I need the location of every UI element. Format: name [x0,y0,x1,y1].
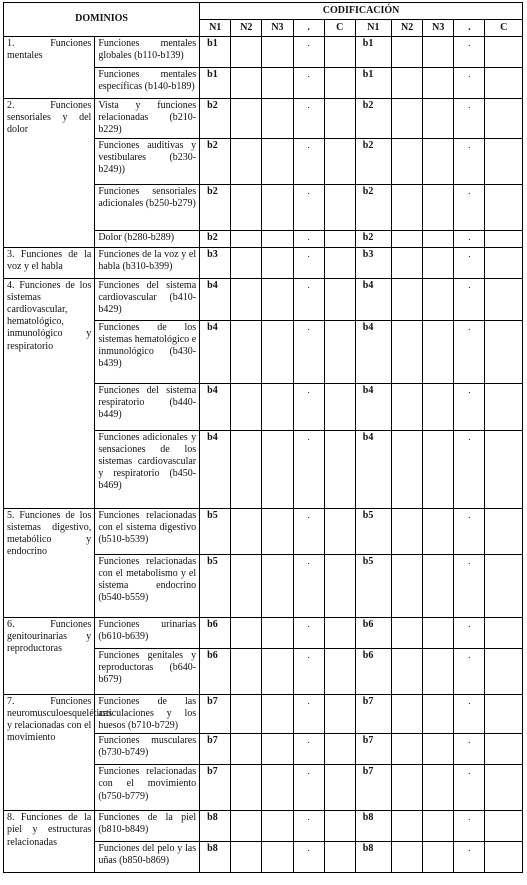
dot-cell: . [293,320,324,383]
n3-cell[interactable] [423,278,454,320]
n2-cell[interactable] [231,508,262,554]
c-cell[interactable] [485,842,523,873]
n3-cell[interactable] [423,68,454,99]
function-name: Vista y funciones relacionadas (b210-b229) [95,99,200,139]
n1-code-cell: b7 [355,734,391,765]
n1-code-cell: b7 [355,765,391,811]
dot-cell: . [454,383,485,430]
n1-code-cell: b2 [200,99,231,139]
n3-cell[interactable] [262,554,293,617]
dot-cell: . [293,99,324,139]
dot-cell: . [454,842,485,873]
c-cell[interactable] [324,278,355,320]
n2-cell[interactable] [392,811,423,842]
n1-code-cell: b2 [355,230,391,247]
n1-code-cell: b7 [355,694,391,734]
function-name: Funciones de las articulaciones y los huesos (b710-b729) [95,694,200,734]
dot-cell: . [293,430,324,508]
n2-cell[interactable] [392,138,423,184]
n2-cell[interactable] [231,68,262,99]
dot-cell: . [293,842,324,873]
c-cell[interactable] [485,37,523,68]
n2-cell[interactable] [231,648,262,694]
n3-cell[interactable] [423,734,454,765]
dot-cell: . [454,37,485,68]
function-row [4,278,523,320]
n3-cell[interactable] [262,99,293,139]
n2-cell[interactable] [392,230,423,247]
domain-name: 7. Funciones neuromusculoesqueléticas y relacionadas con el movimiento [4,694,95,811]
n1-code-cell: b2 [200,138,231,184]
n2-cell[interactable] [231,811,262,842]
n1-code-cell: b4 [200,278,231,320]
n1-code-cell: b8 [355,842,391,873]
n1-code-cell: b6 [355,617,391,648]
n3-cell[interactable] [423,138,454,184]
dot-cell: . [454,278,485,320]
col-header-n3: N3 [423,20,454,37]
n1-code-cell: b4 [355,320,391,383]
dot-cell: . [293,230,324,247]
function-name: Funciones musculares (b730-b749) [95,734,200,765]
dot-cell: . [293,138,324,184]
n3-cell[interactable] [262,734,293,765]
n1-code-cell: b8 [200,842,231,873]
dot-cell: . [454,247,485,278]
dot-cell: . [293,508,324,554]
c-cell[interactable] [324,554,355,617]
dot-cell: . [293,37,324,68]
c-cell[interactable] [485,430,523,508]
n3-cell[interactable] [262,247,293,278]
c-cell[interactable] [324,230,355,247]
n1-code-cell: b3 [200,247,231,278]
domain-name: 6. Funciones genitourinarias y reproductoras [4,617,95,694]
function-name: Funciones de los sistemas hematológico e inmunológico (b430-b439) [95,320,200,383]
dot-cell: . [454,430,485,508]
c-cell[interactable] [485,508,523,554]
n2-cell[interactable] [231,734,262,765]
c-cell[interactable] [485,811,523,842]
function-name: Funciones del sistema cardiovascular (b410-b429) [95,278,200,320]
n1-code-cell: b5 [355,554,391,617]
c-cell[interactable] [485,554,523,617]
n3-cell[interactable] [262,278,293,320]
function-row [4,617,523,648]
n2-cell[interactable] [392,734,423,765]
function-name: Funciones del pelo y las uñas (b850-b869) [95,842,200,873]
n1-code-cell: b7 [200,734,231,765]
n3-cell[interactable] [423,430,454,508]
n1-code-cell: b2 [200,230,231,247]
n3-cell[interactable] [262,648,293,694]
function-name: Funciones genitales y reproductoras (b640-b679) [95,648,200,694]
function-name: Funciones auditivas y vestibulares (b230-b249)) [95,138,200,184]
n2-cell[interactable] [231,230,262,247]
c-cell[interactable] [485,694,523,734]
n3-cell[interactable] [262,320,293,383]
c-cell[interactable] [324,383,355,430]
dot-cell: . [454,811,485,842]
n2-cell[interactable] [231,278,262,320]
c-cell[interactable] [485,734,523,765]
dot-cell: . [454,765,485,811]
n1-code-cell: b2 [200,184,231,230]
n3-cell[interactable] [262,842,293,873]
n3-cell[interactable] [262,430,293,508]
n2-cell[interactable] [392,278,423,320]
n3-cell[interactable] [423,842,454,873]
n1-code-cell: b7 [200,694,231,734]
n1-code-cell: b7 [200,765,231,811]
col-header-n3: N3 [262,20,293,37]
dot-cell: . [454,138,485,184]
domain-name: 4. Funciones de los sistemas cardiovascular, hematológico, inmunológico y respiratorio [4,278,95,508]
function-row [4,99,523,139]
c-cell[interactable] [324,694,355,734]
dot-cell: . [293,184,324,230]
function-row [4,37,523,68]
n2-cell[interactable] [392,648,423,694]
c-cell[interactable] [485,138,523,184]
n2-cell[interactable] [392,842,423,873]
c-cell[interactable] [324,247,355,278]
dot-cell: . [454,648,485,694]
n3-cell[interactable] [423,617,454,648]
dot-cell: . [293,68,324,99]
codificacion-header: CODIFICACIÓN [200,3,523,20]
coding-table [3,2,523,873]
n2-cell[interactable] [392,99,423,139]
n2-cell[interactable] [392,694,423,734]
c-cell[interactable] [485,99,523,139]
c-cell[interactable] [324,765,355,811]
c-cell[interactable] [324,68,355,99]
function-name: Funciones mentales específicas (b140-b189) [95,68,200,99]
function-name: Funciones relacionadas con el metabolismo y el sistema endocrino (b540-b559) [95,554,200,617]
c-cell[interactable] [485,383,523,430]
n1-code-cell: b1 [200,37,231,68]
n1-code-cell: b6 [200,648,231,694]
function-name: Funciones del sistema respiratorio (b440-b449) [95,383,200,430]
dot-cell: . [454,554,485,617]
n3-cell[interactable] [262,508,293,554]
dot-cell: . [454,184,485,230]
n2-cell[interactable] [392,554,423,617]
dot-cell: . [293,765,324,811]
n3-cell[interactable] [423,99,454,139]
function-name: Funciones adicionales y sensaciones de los sistemas cardiovascular y respiratorio (b450-b469) [95,430,200,508]
function-name: Funciones de la voz y el habla (b310-b399) [95,247,200,278]
domain-name: 5. Funciones de los sistemas digestivo, metabólico y endocrino [4,508,95,617]
n2-cell[interactable] [231,138,262,184]
dot-cell: . [454,694,485,734]
c-cell[interactable] [324,320,355,383]
n1-code-cell: b2 [355,99,391,139]
c-cell[interactable] [324,184,355,230]
coding-table-container [3,2,523,873]
n1-code-cell: b6 [355,648,391,694]
dot-cell: . [454,734,485,765]
c-cell[interactable] [485,765,523,811]
n2-cell[interactable] [231,554,262,617]
function-row [4,508,523,554]
c-cell[interactable] [485,617,523,648]
c-cell[interactable] [324,842,355,873]
n3-cell[interactable] [262,694,293,734]
col-header-n2: N2 [392,20,423,37]
n3-cell[interactable] [262,383,293,430]
n2-cell[interactable] [231,99,262,139]
n3-cell[interactable] [423,765,454,811]
n3-cell[interactable] [262,811,293,842]
dot-cell: . [293,617,324,648]
n1-code-cell: b2 [355,184,391,230]
n2-cell[interactable] [392,383,423,430]
dominios-header: DOMINIOS [4,3,200,37]
function-name: Funciones relacionadas con el sistema digestivo (b510-b539) [95,508,200,554]
function-name: Funciones sensoriales adicionales (b250-b279) [95,184,200,230]
n3-cell[interactable] [262,184,293,230]
c-cell[interactable] [324,508,355,554]
n2-cell[interactable] [392,247,423,278]
n1-code-cell: b4 [355,430,391,508]
col-header-dot: . [293,20,324,37]
c-cell[interactable] [324,617,355,648]
domain-name: 8. Funciones de la piel y estructuras relacionadas [4,811,95,873]
c-cell[interactable] [485,648,523,694]
col-header-dot: . [454,20,485,37]
c-cell[interactable] [324,811,355,842]
n1-code-cell: b1 [355,68,391,99]
c-cell[interactable] [324,37,355,68]
function-name: Funciones de la piel (b810-b849) [95,811,200,842]
n3-cell[interactable] [423,648,454,694]
col-header-c: C [485,20,523,37]
n2-cell[interactable] [392,617,423,648]
n2-cell[interactable] [231,37,262,68]
n2-cell[interactable] [231,617,262,648]
n2-cell[interactable] [231,184,262,230]
dot-cell: . [293,554,324,617]
n1-code-cell: b5 [200,554,231,617]
n1-code-cell: b3 [355,247,391,278]
n2-cell[interactable] [231,842,262,873]
dot-cell: . [454,320,485,383]
n2-cell[interactable] [231,694,262,734]
domain-name: 2. Funciones sensoriales y del dolor [4,99,95,248]
c-cell[interactable] [324,138,355,184]
dot-cell: . [293,278,324,320]
n3-cell[interactable] [423,184,454,230]
n2-cell[interactable] [392,508,423,554]
n1-code-cell: b4 [200,383,231,430]
function-row [4,811,523,842]
c-cell[interactable] [485,247,523,278]
n2-cell[interactable] [392,430,423,508]
n1-code-cell: b1 [355,37,391,68]
n1-code-cell: b8 [355,811,391,842]
n2-cell[interactable] [231,320,262,383]
c-cell[interactable] [324,648,355,694]
col-header-n2: N2 [231,20,262,37]
c-cell[interactable] [324,430,355,508]
table-body [4,37,523,873]
function-name: Funciones mentales globales (b110-b139) [95,37,200,68]
c-cell[interactable] [324,99,355,139]
n2-cell[interactable] [231,430,262,508]
header-row-1 [4,3,523,20]
n3-cell[interactable] [423,320,454,383]
col-header-n1: N1 [200,20,231,37]
function-row [4,694,523,734]
n3-cell[interactable] [423,508,454,554]
n1-code-cell: b6 [200,617,231,648]
n3-cell[interactable] [262,37,293,68]
c-cell[interactable] [485,278,523,320]
n3-cell[interactable] [262,617,293,648]
dot-cell: . [293,811,324,842]
dot-cell: . [454,99,485,139]
n3-cell[interactable] [262,138,293,184]
n3-cell[interactable] [262,230,293,247]
function-name: Dolor (b280-b289) [95,230,200,247]
c-cell[interactable] [485,320,523,383]
n2-cell[interactable] [231,247,262,278]
dot-cell: . [454,508,485,554]
n3-cell[interactable] [423,230,454,247]
dot-cell: . [293,734,324,765]
c-cell[interactable] [324,734,355,765]
n3-cell[interactable] [423,247,454,278]
n1-code-cell: b1 [200,68,231,99]
dot-cell: . [293,648,324,694]
dot-cell: . [293,383,324,430]
n2-cell[interactable] [392,765,423,811]
dot-cell: . [454,617,485,648]
n1-code-cell: b5 [355,508,391,554]
n1-code-cell: b5 [200,508,231,554]
domain-name: 3. Funciones de la voz y el habla [4,247,95,278]
n3-cell[interactable] [423,694,454,734]
function-name: Funciones urinarias (b610-b639) [95,617,200,648]
n2-cell[interactable] [392,184,423,230]
n3-cell[interactable] [262,68,293,99]
dot-cell: . [454,68,485,99]
n2-cell[interactable] [392,37,423,68]
c-cell[interactable] [485,184,523,230]
c-cell[interactable] [485,68,523,99]
n3-cell[interactable] [423,383,454,430]
n3-cell[interactable] [423,37,454,68]
n2-cell[interactable] [231,765,262,811]
col-header-n1: N1 [355,20,391,37]
function-row [4,247,523,278]
n3-cell[interactable] [423,554,454,617]
n2-cell[interactable] [392,320,423,383]
dot-cell: . [293,247,324,278]
dot-cell: . [454,230,485,247]
n3-cell[interactable] [423,811,454,842]
dot-cell: . [293,694,324,734]
n2-cell[interactable] [392,68,423,99]
n1-code-cell: b4 [200,320,231,383]
col-header-c: C [324,20,355,37]
n1-code-cell: b4 [355,278,391,320]
n2-cell[interactable] [231,383,262,430]
domain-name: 1. Funciones mentales [4,37,95,99]
n1-code-cell: b4 [355,383,391,430]
function-name: Funciones relacionadas con el movimiento (b750-b779) [95,765,200,811]
c-cell[interactable] [485,230,523,247]
n1-code-cell: b8 [200,811,231,842]
n1-code-cell: b2 [355,138,391,184]
n3-cell[interactable] [262,765,293,811]
n1-code-cell: b4 [200,430,231,508]
